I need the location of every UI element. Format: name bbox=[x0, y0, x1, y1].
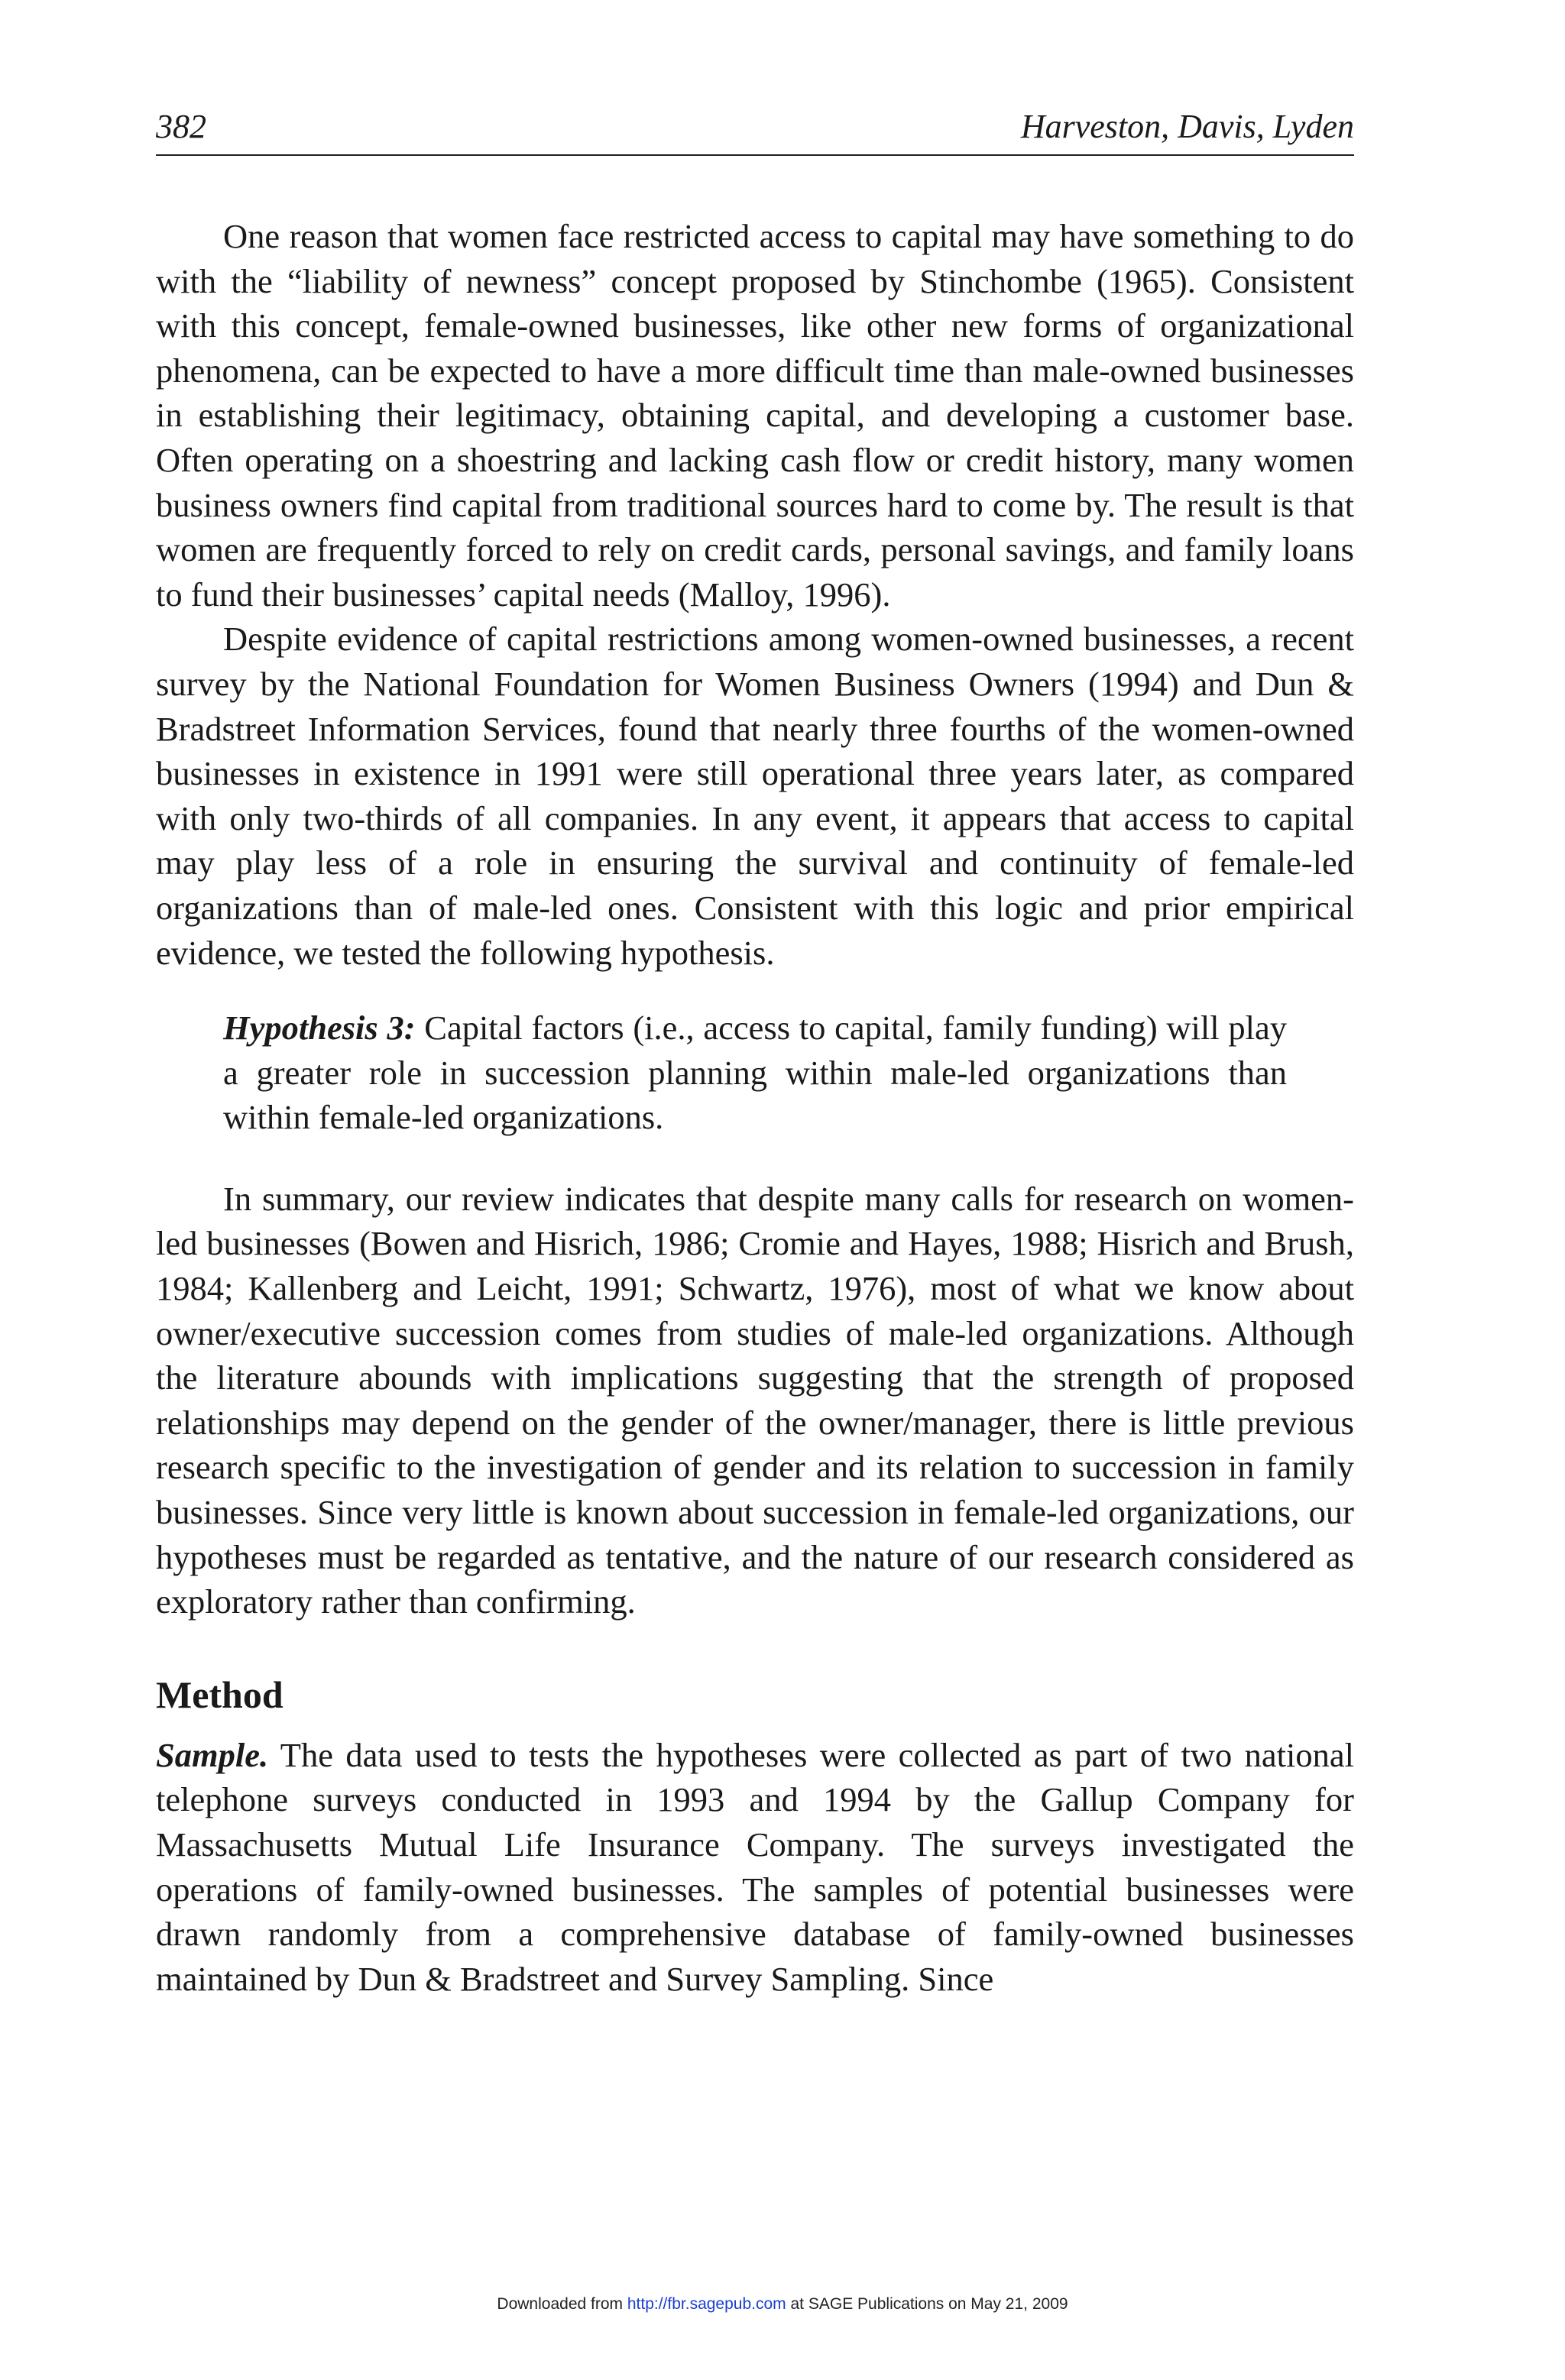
download-footer bbox=[0, 2294, 1565, 2315]
sample-run-in-heading: Sample. bbox=[156, 1735, 269, 1774]
running-head-authors: Harveston, Davis, Lyden bbox=[1020, 108, 1354, 145]
footer-link[interactable]: http://fbr.sagepub.com bbox=[627, 2295, 786, 2313]
sample-text: The data used to tests the hypotheses were collected as part of two national telephone surveys conducted in 1993 and 1994 by the Gallup Company for Massachusetts Mutual Life Insurance Company. The surveys investigated the operations of family-owned businesses. The samples of potential businesses were drawn randomly from a comprehensive database of family-owned businesses maintained by Dun & Bradstreet and Survey Sampling. Since bbox=[156, 1735, 1354, 1998]
page-number: 382 bbox=[156, 108, 206, 145]
footer-prefix: Downloaded from bbox=[497, 2295, 624, 2313]
paragraph-sample bbox=[156, 1733, 1354, 2002]
section-heading-method: Method bbox=[156, 1672, 284, 1716]
paragraph-capital-restrictions: Despite evidence of capital restrictions among women-owned businesses, a recent survey by the National Foundation for Women Business Owners (1994) and Dun & Bradstreet Information Services, found that nearly three fourths of the women-owned businesses in existence in 1991 were still operational three years later, as compared with only two-thirds of all companies. In any event, it appears that access to capital may play less of a role in ensuring the survival and continuity of female-led organizations than of male-led ones. Consistent with this logic and prior empirical evidence, we tested the following hypothesis. bbox=[156, 620, 1354, 972]
hypothesis-3 bbox=[223, 1005, 1287, 1140]
hypothesis-text: Capital factors (i.e., access to capital, family funding) will play a greater role in succession planning within male-led organizations than within female-led organizations. bbox=[223, 1009, 1287, 1137]
hypothesis-label: Hypothesis 3: bbox=[223, 1009, 416, 1048]
running-header bbox=[156, 105, 1354, 156]
paragraph-liability-of-newness: One reason that women face restricted access to capital may have something to do with the “liability of newness” concept proposed by Stinchombe (1965). Consistent with this concept, female-owned businesses, like other new forms of organizational phenomena, can be expected to have a more difficult time than male-owned businesses in establishing their legitimacy, obtaining capital, and developing a customer base. Often operating on a shoestring and lacking cash flow or credit history, many women business owners find capital from traditional sources hard to come by. The result is that women are frequently forced to rely on credit cards, personal savings, and family loans to fund their businesses’ capital needs (Malloy, 1996). bbox=[156, 217, 1354, 614]
paragraph-summary: In summary, our review indicates that despite many calls for research on women-led businesses (Bowen and Hisrich, 1986; Cromie and Hayes, 1988; Hisrich and Brush, 1984; Kallenberg and Leicht, 1991; Schwartz, 1976), most of what we know about owner/executive succession comes from studies of male-led organizations. Although the literature abounds with implications suggesting that the strength of proposed relationships may depend on the gender of the owner/manager, there is little previous research specific to the investigation of gender and its relation to succession in family businesses. Since very little is known about succession in female-led organizations, our hypotheses must be regarded as tentative, and the nature of our research considered as exploratory rather than confirming. bbox=[156, 1179, 1354, 1621]
footer-suffix: at SAGE Publications on May 21, 2009 bbox=[790, 2295, 1068, 2313]
article-body bbox=[156, 214, 1354, 2001]
